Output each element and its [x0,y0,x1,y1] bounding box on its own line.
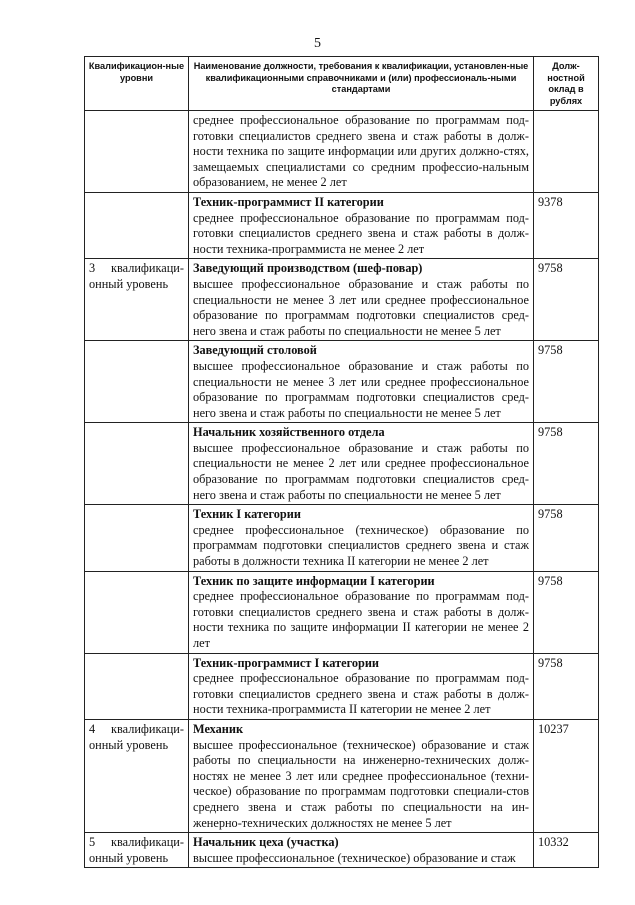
position-requirements: среднее профессиональное образование по программам под-готовки специалистов среднего звена и стаж работы в долж-ности техника по защите информации II категории не менее 2 лет [193,589,529,650]
salary-cell: 9378 [534,192,599,258]
position-requirements: среднее профессиональное образование по программам под-готовки специалистов среднего звена и стаж работы в долж-ности техника по защите информации или других должно-стях, замещаемых специалистами со средним профессио-нальным образованием, не менее 2 лет [193,113,529,190]
position-cell [189,192,534,258]
salary-cell: 9758 [534,571,599,653]
salary-cell: 9758 [534,341,599,423]
salary-cell [534,111,599,193]
table-row [85,192,599,258]
salary-cell: 9758 [534,505,599,571]
qualification-level-cell: 3 квалификаци-онный уровень [85,259,189,341]
table-row [85,505,599,571]
qualification-level-cell: 4 квалификаци-онный уровень [85,719,189,832]
salary-cell: 9758 [534,653,599,719]
table-row [85,833,599,868]
position-cell [189,341,534,423]
header-salary: Долж-ностной оклад в рублях [534,57,599,111]
position-cell [189,833,534,868]
position-requirements: высшее профессиональное образование и стаж работы по специальности не менее 3 лет или среднее профессиональное образование по программам подготовки специалистов сред-него звена и стаж работы по специальности не менее 5 лет [193,358,529,420]
position-requirements: высшее профессиональное образование и стаж работы по специальности не менее 2 лет или среднее профессиональное образование по программам подготовки специалистов сред-него звена и стаж работы по специальности не менее 5 лет [193,440,529,502]
salary-cell: 9758 [534,259,599,341]
qualification-level-cell [85,571,189,653]
qualification-level-cell: 5 квалификаци-онный уровень [85,833,189,868]
qualification-level-cell [85,505,189,571]
table-row [85,719,599,832]
position-title: Техник I категории [193,507,301,522]
position-title: Заведующий производством (шеф-повар) [193,261,423,276]
table-row [85,653,599,719]
position-cell [189,423,534,505]
position-title: Техник-программист II категории [193,194,384,209]
page-number: 5 [314,36,321,51]
position-cell [189,653,534,719]
position-title: Начальник хозяйственного отдела [193,425,385,440]
position-requirements: высшее профессиональное (техническое) образование и стаж работы по специальности на инженерно-технических долж-ностях не менее 3 лет или среднее профессиональное (техни-ческое) образование по программам подготовки специали-стов среднего звена и стаж работы по специальности на ин-женерно-технических должностях не менее 5 лет [193,737,529,830]
header-position-requirements: Наименование должности, требования к квалификации, установлен-ные квалификационными справочниками и (или) профессиональ-ными стандартами [189,57,534,111]
position-cell [189,259,534,341]
table-row [85,259,599,341]
position-title: Начальник цеха (участка) [193,835,339,850]
position-requirements: среднее профессиональное (техническое) образование по программам подготовки специалистов среднего звена и стаж работы в должности техника II категории не менее 2 лет [193,522,529,569]
qualification-level-cell [85,192,189,258]
qualification-level-cell [85,341,189,423]
salary-cell: 10332 [534,833,599,868]
table-header-row [85,57,599,111]
table-row [85,111,599,193]
position-cell [189,571,534,653]
position-requirements: высшее профессиональное (техническое) образование и стаж [193,850,516,865]
qualification-level-cell [85,653,189,719]
position-title: Техник-программист I категории [193,655,380,670]
position-title: Механик [193,721,244,736]
qualification-level-cell [85,423,189,505]
position-cell [189,111,534,193]
qualification-salary-table [84,56,599,868]
salary-cell: 10237 [534,719,599,832]
position-cell [189,505,534,571]
header-qualification-levels: Квалификацион-ные уровни [85,57,189,111]
table-row [85,571,599,653]
table-row [85,341,599,423]
position-requirements: среднее профессиональное образование по программам под-готовки специалистов среднего звена и стаж работы в долж-ности техника-программиста не менее 2 лет [193,210,529,256]
position-title: Техник по защите информации I категории [193,573,435,588]
qualification-level-cell [85,111,189,193]
position-requirements: среднее профессиональное образование по программам под-готовки специалистов среднего звена и стаж работы в долж-ности техника-программиста II категории не менее 2 лет [193,671,529,717]
position-requirements: высшее профессиональное образование и стаж работы по специальности не менее 3 лет или среднее профессиональное образование по программам подготовки специалистов сред-него звена и стаж работы по специальности не менее 5 лет [193,276,529,338]
position-cell [189,719,534,832]
salary-cell: 9758 [534,423,599,505]
table-row [85,423,599,505]
table-body [85,111,599,868]
position-title: Заведующий столовой [193,343,317,358]
